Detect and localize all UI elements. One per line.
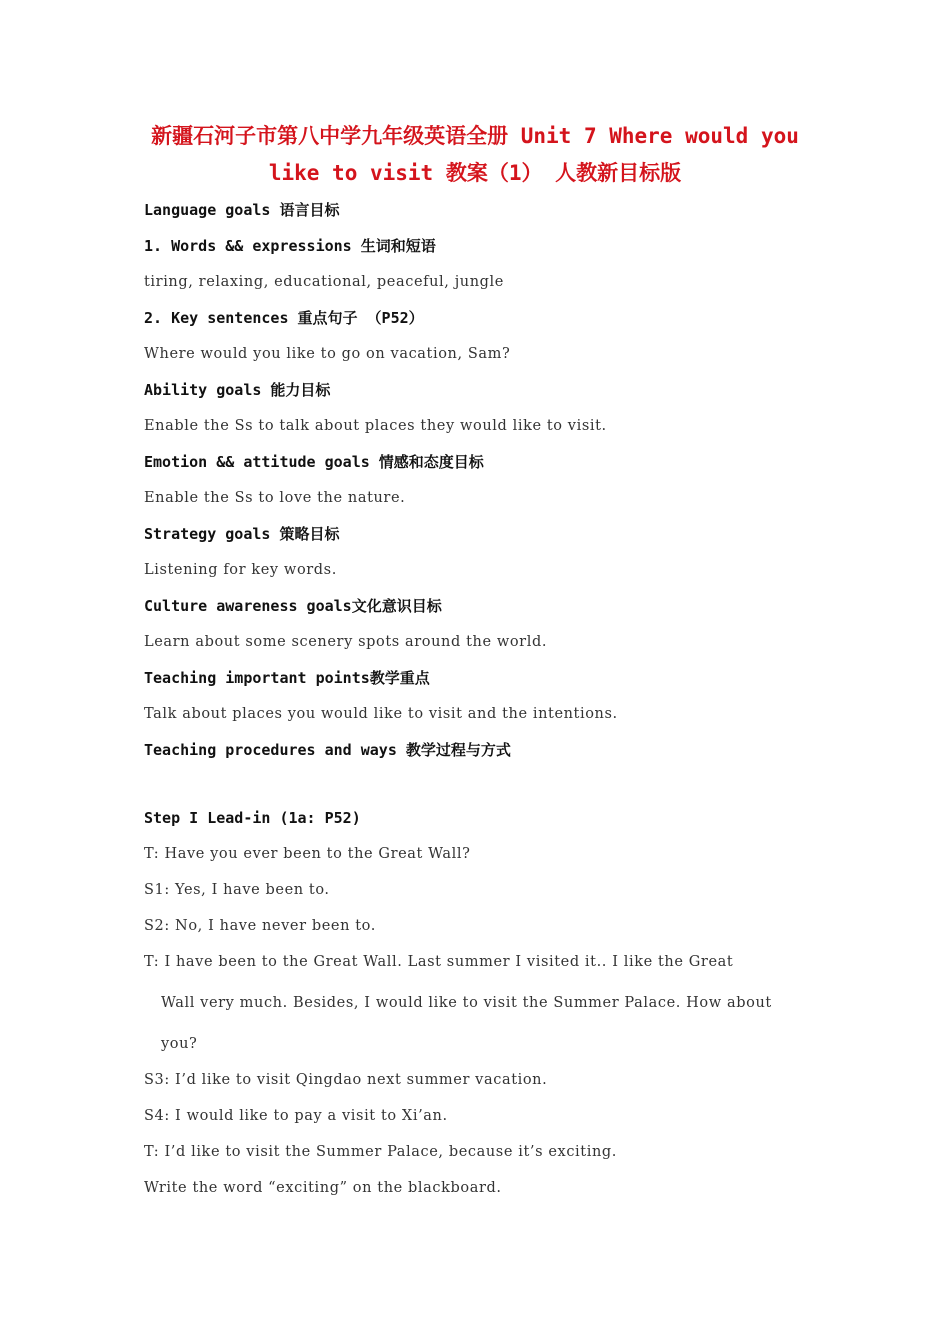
instruction-line: Write the word “exciting” on the blackboard. — [144, 1180, 502, 1196]
dialogue-line: S4: I would like to pay a visit to Xi’an. — [144, 1108, 448, 1124]
words-list: tiring, relaxing, educational, peaceful, jungle — [144, 274, 504, 290]
emotion-text: Enable the Ss to love the nature. — [144, 490, 406, 506]
culture-goals-heading: Culture awareness goals文化意识目标 — [144, 597, 442, 615]
important-text: Talk about places you would like to visit and the intentions. — [144, 706, 618, 722]
ability-text: Enable the Ss to talk about places they would like to visit. — [144, 418, 607, 434]
step1-heading: Step I Lead-in (1a: P52) — [144, 809, 361, 827]
dialogue-line: T: I’d like to visit the Summer Palace, because it’s exciting. — [144, 1144, 617, 1160]
strategy-text: Listening for key words. — [144, 562, 337, 578]
dialogue-line: S1: Yes, I have been to. — [144, 882, 330, 898]
important-points-heading: Teaching important points教学重点 — [144, 669, 430, 687]
words-heading: 1. Words && expressions 生词和短语 — [144, 237, 436, 255]
dialogue-line: S2: No, I have never been to. — [144, 918, 376, 934]
document-title — [100, 118, 850, 192]
dialogue-line: S3: I’d like to visit Qingdao next summer vacation. — [144, 1072, 548, 1088]
key-sentence: Where would you like to go on vacation, Sam? — [144, 346, 511, 362]
language-goals-heading: Language goals 语言目标 — [144, 201, 340, 219]
procedures-heading: Teaching procedures and ways 教学过程与方式 — [144, 741, 511, 759]
teacher-para-line-1: T: I have been to the Great Wall. Last summer I visited it.. I like the Great — [144, 954, 734, 970]
dialogue-line: T: Have you ever been to the Great Wall? — [144, 846, 471, 862]
title-line-1: 新疆石河子市第八中学九年级英语全册 Unit 7 Where would you — [151, 124, 799, 148]
teacher-para-line-3: you? — [161, 1036, 198, 1052]
culture-text: Learn about some scenery spots around the world. — [144, 634, 548, 650]
ability-goals-heading: Ability goals 能力目标 — [144, 381, 331, 399]
emotion-goals-heading: Emotion && attitude goals 情感和态度目标 — [144, 453, 484, 471]
strategy-goals-heading: Strategy goals 策略目标 — [144, 525, 340, 543]
title-line-2: like to visit 教案（1） 人教新目标版 — [268, 161, 682, 185]
teacher-para-line-2: Wall very much. Besides, I would like to visit the Summer Palace. How about — [161, 995, 772, 1011]
key-sentences-heading: 2. Key sentences 重点句子 （P52） — [144, 309, 424, 327]
